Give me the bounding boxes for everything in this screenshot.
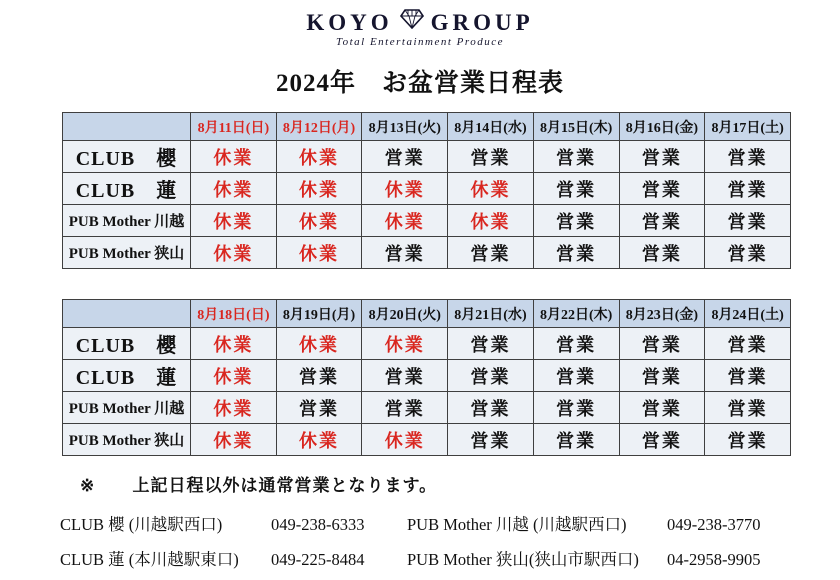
table-row bbox=[63, 205, 791, 237]
schedule-cell: 休業 bbox=[362, 205, 448, 237]
schedule-cell: 営業 bbox=[448, 424, 534, 456]
table-row bbox=[63, 424, 791, 456]
schedule-cell: 営業 bbox=[619, 173, 705, 205]
date-header-cell: 8月20日(火) bbox=[362, 300, 448, 328]
venue-cell: PUB Mother 狭山 bbox=[63, 424, 191, 456]
schedule-cell: 営業 bbox=[705, 360, 791, 392]
venue-cell: PUB Mother 狭山 bbox=[63, 237, 191, 269]
schedule-cell: 営業 bbox=[533, 237, 619, 269]
schedule-cell: 営業 bbox=[533, 141, 619, 173]
schedule-cell: 休業 bbox=[448, 173, 534, 205]
schedule-table-week1 bbox=[62, 112, 791, 269]
schedule-cell: 営業 bbox=[448, 237, 534, 269]
schedule-cell: 営業 bbox=[705, 173, 791, 205]
date-header-cell: 8月24日(土) bbox=[705, 300, 791, 328]
table-row bbox=[63, 328, 791, 360]
schedule-cell: 休業 bbox=[191, 237, 277, 269]
venue-name: PUB Mother 川越 (川越駅西口) bbox=[407, 515, 627, 534]
venue-cell: PUB Mother 川越 bbox=[63, 205, 191, 237]
schedule-cell: 営業 bbox=[276, 360, 362, 392]
schedule-cell: 休業 bbox=[191, 424, 277, 456]
date-header-cell: 8月23日(金) bbox=[619, 300, 705, 328]
venue-cell: PUB Mother 川越 bbox=[63, 392, 191, 424]
date-header-cell: 8月18日(日) bbox=[191, 300, 277, 328]
date-header-cell: 8月17日(土) bbox=[705, 113, 791, 141]
phone-number: 049-238-3770 bbox=[667, 515, 761, 534]
venue-name: CLUB 櫻 (川越駅西口) bbox=[60, 515, 223, 534]
date-header-cell: 8月11日(日) bbox=[191, 113, 277, 141]
date-header-cell: 8月19日(月) bbox=[276, 300, 362, 328]
schedule-cell: 休業 bbox=[362, 424, 448, 456]
schedule-cell: 営業 bbox=[362, 237, 448, 269]
date-header-cell: 8月12日(月) bbox=[276, 113, 362, 141]
date-header-cell: 8月15日(木) bbox=[533, 113, 619, 141]
contact-line bbox=[60, 509, 840, 541]
table-row bbox=[63, 173, 791, 205]
schedule-cell: 営業 bbox=[362, 360, 448, 392]
corner-cell bbox=[63, 113, 191, 141]
schedule-cell: 営業 bbox=[619, 205, 705, 237]
schedule-cell: 営業 bbox=[619, 424, 705, 456]
schedule-cell: 休業 bbox=[191, 141, 277, 173]
schedule-cell: 休業 bbox=[276, 141, 362, 173]
schedule-cell: 営業 bbox=[448, 328, 534, 360]
date-header-cell: 8月14日(水) bbox=[448, 113, 534, 141]
koyo-group-logo bbox=[0, 0, 840, 48]
date-header-cell: 8月16日(金) bbox=[619, 113, 705, 141]
schedule-cell: 営業 bbox=[276, 392, 362, 424]
schedule-cell: 休業 bbox=[191, 360, 277, 392]
schedule-cell: 営業 bbox=[533, 424, 619, 456]
schedule-cell: 営業 bbox=[619, 141, 705, 173]
schedule-cell: 休業 bbox=[276, 328, 362, 360]
schedule-cell: 休業 bbox=[191, 173, 277, 205]
page-title: 2024年 お盆営業日程表 bbox=[275, 70, 564, 97]
schedule-cell: 休業 bbox=[276, 205, 362, 237]
schedule-cell: 休業 bbox=[191, 392, 277, 424]
venue-cell: CLUB 櫻 bbox=[63, 328, 191, 360]
note-text: 上記日程以外は通常営業となります。 bbox=[132, 476, 438, 495]
schedule-cell: 営業 bbox=[362, 392, 448, 424]
date-header-row bbox=[63, 300, 791, 328]
schedule-cell: 休業 bbox=[362, 173, 448, 205]
contact-line bbox=[60, 544, 840, 576]
schedule-cell: 営業 bbox=[705, 237, 791, 269]
schedule-cell: 営業 bbox=[362, 141, 448, 173]
schedule-cell: 休業 bbox=[191, 205, 277, 237]
schedule-cell: 営業 bbox=[533, 205, 619, 237]
venue-name: PUB Mother 狭山(狭山市駅西口) bbox=[407, 550, 639, 569]
schedule-cell: 休業 bbox=[276, 173, 362, 205]
schedule-cell: 営業 bbox=[448, 392, 534, 424]
phone-number: 049-238-6333 bbox=[271, 515, 365, 534]
schedule-cell: 営業 bbox=[705, 205, 791, 237]
schedule-cell: 休業 bbox=[276, 237, 362, 269]
phone-number: 049-225-8484 bbox=[271, 550, 365, 569]
venue-cell: CLUB 蓮 bbox=[63, 360, 191, 392]
reference-mark: ※ bbox=[80, 476, 96, 495]
schedule-cell: 営業 bbox=[533, 392, 619, 424]
table-row bbox=[63, 392, 791, 424]
date-header-row bbox=[63, 113, 791, 141]
logo-text-right: GROUP bbox=[430, 9, 534, 35]
schedule-cell: 休業 bbox=[362, 328, 448, 360]
schedule-cell: 営業 bbox=[705, 141, 791, 173]
schedule-cell: 営業 bbox=[533, 360, 619, 392]
note bbox=[80, 471, 840, 496]
diamond-icon bbox=[400, 9, 424, 33]
schedule-cell: 営業 bbox=[705, 392, 791, 424]
corner-cell bbox=[63, 300, 191, 328]
contact-list bbox=[60, 509, 840, 576]
schedule-cell: 営業 bbox=[533, 328, 619, 360]
date-header-cell: 8月13日(火) bbox=[362, 113, 448, 141]
schedule-cell: 営業 bbox=[448, 141, 534, 173]
table-row bbox=[63, 237, 791, 269]
schedule-cell: 営業 bbox=[448, 360, 534, 392]
schedule-table-week2 bbox=[62, 299, 791, 456]
schedule-cell: 休業 bbox=[276, 424, 362, 456]
venue-cell: CLUB 蓮 bbox=[63, 173, 191, 205]
logo-subtitle: Total Entertainment Produce bbox=[335, 36, 504, 48]
schedule-cell: 営業 bbox=[533, 173, 619, 205]
logo-text-left: KOYO bbox=[306, 9, 393, 35]
table-row bbox=[63, 141, 791, 173]
venue-cell: CLUB 櫻 bbox=[63, 141, 191, 173]
schedule-cell: 営業 bbox=[619, 392, 705, 424]
date-header-cell: 8月21日(水) bbox=[448, 300, 534, 328]
schedule-cell: 営業 bbox=[619, 328, 705, 360]
schedule-cell: 休業 bbox=[191, 328, 277, 360]
schedule-cell: 営業 bbox=[705, 328, 791, 360]
schedule-cell: 営業 bbox=[619, 360, 705, 392]
schedule-cell: 休業 bbox=[448, 205, 534, 237]
date-header-cell: 8月22日(木) bbox=[533, 300, 619, 328]
schedule-cell: 営業 bbox=[619, 237, 705, 269]
table-row bbox=[63, 360, 791, 392]
venue-name: CLUB 蓮 (本川越駅東口) bbox=[60, 550, 239, 569]
phone-number: 04-2958-9905 bbox=[667, 550, 761, 569]
schedule-cell: 営業 bbox=[705, 424, 791, 456]
logo-wordmark bbox=[306, 9, 533, 35]
